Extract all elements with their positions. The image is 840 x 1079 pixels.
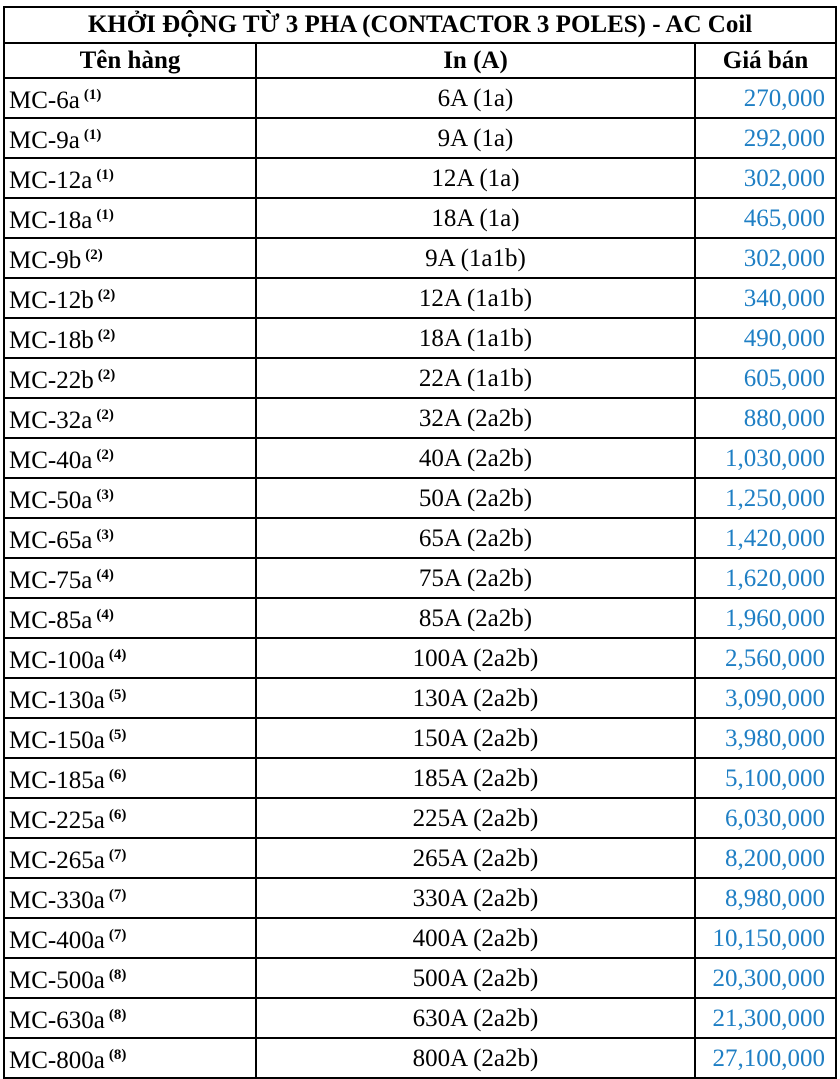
product-name: MC-32a xyxy=(9,407,93,434)
rated-current-cell: 800A (2a2b) xyxy=(256,1038,695,1078)
price-cell: 605,000 xyxy=(695,358,836,398)
product-name: MC-150a xyxy=(9,727,105,754)
table-row xyxy=(4,918,836,958)
footnote-marker: (1) xyxy=(83,87,102,103)
table-row xyxy=(4,278,836,318)
product-name-cell xyxy=(4,718,256,758)
product-name: MC-65a xyxy=(9,527,93,554)
price-cell: 8,980,000 xyxy=(695,878,836,918)
rated-current-cell: 400A (2a2b) xyxy=(256,918,695,958)
footnote-marker: (7) xyxy=(108,887,127,903)
product-name: MC-9a xyxy=(9,127,80,154)
rated-current-cell: 9A (1a1b) xyxy=(256,238,695,278)
rated-current-cell: 9A (1a) xyxy=(256,118,695,158)
product-name: MC-85a xyxy=(9,607,93,634)
product-name: MC-22b xyxy=(9,367,94,394)
table-row xyxy=(4,638,836,678)
price-cell: 292,000 xyxy=(695,118,836,158)
product-name: MC-630a xyxy=(9,1007,105,1034)
table-row xyxy=(4,878,836,918)
price-cell: 3,980,000 xyxy=(695,718,836,758)
product-name-cell xyxy=(4,1038,256,1078)
product-name-cell xyxy=(4,918,256,958)
price-cell: 8,200,000 xyxy=(695,838,836,878)
product-name-cell xyxy=(4,518,256,558)
table-row xyxy=(4,998,836,1038)
product-name: MC-40a xyxy=(9,447,93,474)
rated-current-cell: 330A (2a2b) xyxy=(256,878,695,918)
product-name: MC-75a xyxy=(9,567,93,594)
price-cell: 10,150,000 xyxy=(695,918,836,958)
product-name: MC-500a xyxy=(9,967,105,994)
price-sheet xyxy=(3,6,835,1079)
product-name-cell xyxy=(4,878,256,918)
table-row xyxy=(4,678,836,718)
product-name: MC-18a xyxy=(9,207,93,234)
footnote-marker: (1) xyxy=(96,167,114,183)
footnote-marker: (8) xyxy=(108,1007,127,1023)
table-row xyxy=(4,958,836,998)
footnote-marker: (5) xyxy=(108,727,127,743)
product-name-cell xyxy=(4,758,256,798)
footnote-marker: (1) xyxy=(96,207,114,223)
table-row xyxy=(4,598,836,638)
product-name-cell xyxy=(4,478,256,518)
product-name-cell xyxy=(4,438,256,478)
product-name-cell xyxy=(4,958,256,998)
price-cell: 6,030,000 xyxy=(695,798,836,838)
price-cell: 270,000 xyxy=(695,78,836,118)
table-row xyxy=(4,198,836,238)
rated-current-cell: 185A (2a2b) xyxy=(256,758,695,798)
table-row xyxy=(4,358,836,398)
price-cell: 1,420,000 xyxy=(695,518,836,558)
footnote-marker: (4) xyxy=(96,607,114,623)
table-row xyxy=(4,718,836,758)
price-cell: 302,000 xyxy=(695,238,836,278)
table-row xyxy=(4,318,836,358)
price-cell: 21,300,000 xyxy=(695,998,836,1038)
product-name-cell xyxy=(4,998,256,1038)
rated-current-cell: 40A (2a2b) xyxy=(256,438,695,478)
rated-current-cell: 12A (1a1b) xyxy=(256,278,695,318)
rated-current-cell: 150A (2a2b) xyxy=(256,718,695,758)
footnote-marker: (8) xyxy=(108,967,127,983)
table-row xyxy=(4,1038,836,1078)
price-cell: 1,960,000 xyxy=(695,598,836,638)
column-header-current: In (A) xyxy=(256,43,695,78)
rated-current-cell: 75A (2a2b) xyxy=(256,558,695,598)
rated-current-cell: 500A (2a2b) xyxy=(256,958,695,998)
rated-current-cell: 22A (1a1b) xyxy=(256,358,695,398)
price-table xyxy=(3,6,837,1079)
product-name: MC-265a xyxy=(9,847,105,874)
product-name: MC-185a xyxy=(9,767,105,794)
price-cell: 27,100,000 xyxy=(695,1038,836,1078)
column-header-price: Giá bán xyxy=(695,43,836,78)
column-header-name: Tên hàng xyxy=(4,43,256,78)
price-cell: 3,090,000 xyxy=(695,678,836,718)
rated-current-cell: 32A (2a2b) xyxy=(256,398,695,438)
table-row xyxy=(4,478,836,518)
table-row xyxy=(4,758,836,798)
footnote-marker: (7) xyxy=(108,927,127,943)
footnote-marker: (2) xyxy=(97,367,116,383)
product-name: MC-130a xyxy=(9,687,105,714)
footnote-marker: (2) xyxy=(97,287,116,303)
product-name: MC-100a xyxy=(9,647,105,674)
footnote-marker: (2) xyxy=(96,447,114,463)
footnote-marker: (3) xyxy=(96,487,114,503)
table-row xyxy=(4,798,836,838)
product-name-cell xyxy=(4,78,256,118)
rated-current-cell: 225A (2a2b) xyxy=(256,798,695,838)
table-title: KHỞI ĐỘNG TỪ 3 PHA (CONTACTOR 3 POLES) - AC Coil xyxy=(4,7,836,43)
table-row xyxy=(4,518,836,558)
price-cell: 490,000 xyxy=(695,318,836,358)
product-name-cell xyxy=(4,238,256,278)
product-name: MC-9b xyxy=(9,247,82,274)
table-row xyxy=(4,558,836,598)
rated-current-cell: 18A (1a) xyxy=(256,198,695,238)
price-cell: 1,030,000 xyxy=(695,438,836,478)
product-name: MC-6a xyxy=(9,87,80,114)
price-cell: 20,300,000 xyxy=(695,958,836,998)
product-name: MC-330a xyxy=(9,887,105,914)
table-row xyxy=(4,158,836,198)
rated-current-cell: 130A (2a2b) xyxy=(256,678,695,718)
product-name-cell xyxy=(4,358,256,398)
product-name-cell xyxy=(4,638,256,678)
rated-current-cell: 100A (2a2b) xyxy=(256,638,695,678)
footnote-marker: (8) xyxy=(108,1047,127,1063)
table-row xyxy=(4,118,836,158)
product-name-cell xyxy=(4,798,256,838)
product-name: MC-12a xyxy=(9,167,93,194)
rated-current-cell: 12A (1a) xyxy=(256,158,695,198)
footnote-marker: (2) xyxy=(96,407,114,423)
rated-current-cell: 6A (1a) xyxy=(256,78,695,118)
footnote-marker: (6) xyxy=(108,767,127,783)
footnote-marker: (4) xyxy=(96,567,114,583)
product-name: MC-18b xyxy=(9,327,94,354)
footnote-marker: (1) xyxy=(83,127,102,143)
price-cell: 880,000 xyxy=(695,398,836,438)
footnote-marker: (5) xyxy=(108,687,127,703)
product-name-cell xyxy=(4,198,256,238)
product-name: MC-800a xyxy=(9,1047,105,1074)
price-cell: 465,000 xyxy=(695,198,836,238)
footnote-marker: (2) xyxy=(85,247,103,263)
rated-current-cell: 65A (2a2b) xyxy=(256,518,695,558)
product-name-cell xyxy=(4,318,256,358)
table-row xyxy=(4,398,836,438)
rated-current-cell: 265A (2a2b) xyxy=(256,838,695,878)
footnote-marker: (4) xyxy=(108,647,127,663)
table-body xyxy=(4,78,836,1078)
product-name-cell xyxy=(4,398,256,438)
product-name: MC-400a xyxy=(9,927,105,954)
price-cell: 1,620,000 xyxy=(695,558,836,598)
rated-current-cell: 18A (1a1b) xyxy=(256,318,695,358)
product-name-cell xyxy=(4,158,256,198)
footnote-marker: (2) xyxy=(97,327,116,343)
table-row xyxy=(4,78,836,118)
rated-current-cell: 85A (2a2b) xyxy=(256,598,695,638)
price-cell: 5,100,000 xyxy=(695,758,836,798)
table-row xyxy=(4,838,836,878)
product-name-cell xyxy=(4,598,256,638)
price-cell: 2,560,000 xyxy=(695,638,836,678)
product-name: MC-50a xyxy=(9,487,93,514)
rated-current-cell: 50A (2a2b) xyxy=(256,478,695,518)
price-cell: 340,000 xyxy=(695,278,836,318)
rated-current-cell: 630A (2a2b) xyxy=(256,998,695,1038)
footnote-marker: (3) xyxy=(96,527,114,543)
table-row xyxy=(4,238,836,278)
product-name-cell xyxy=(4,838,256,878)
product-name-cell xyxy=(4,558,256,598)
footnote-marker: (6) xyxy=(108,807,127,823)
product-name-cell xyxy=(4,118,256,158)
product-name: MC-225a xyxy=(9,807,105,834)
product-name: MC-12b xyxy=(9,287,94,314)
table-row xyxy=(4,438,836,478)
price-cell: 1,250,000 xyxy=(695,478,836,518)
product-name-cell xyxy=(4,678,256,718)
footnote-marker: (7) xyxy=(108,847,127,863)
price-cell: 302,000 xyxy=(695,158,836,198)
product-name-cell xyxy=(4,278,256,318)
